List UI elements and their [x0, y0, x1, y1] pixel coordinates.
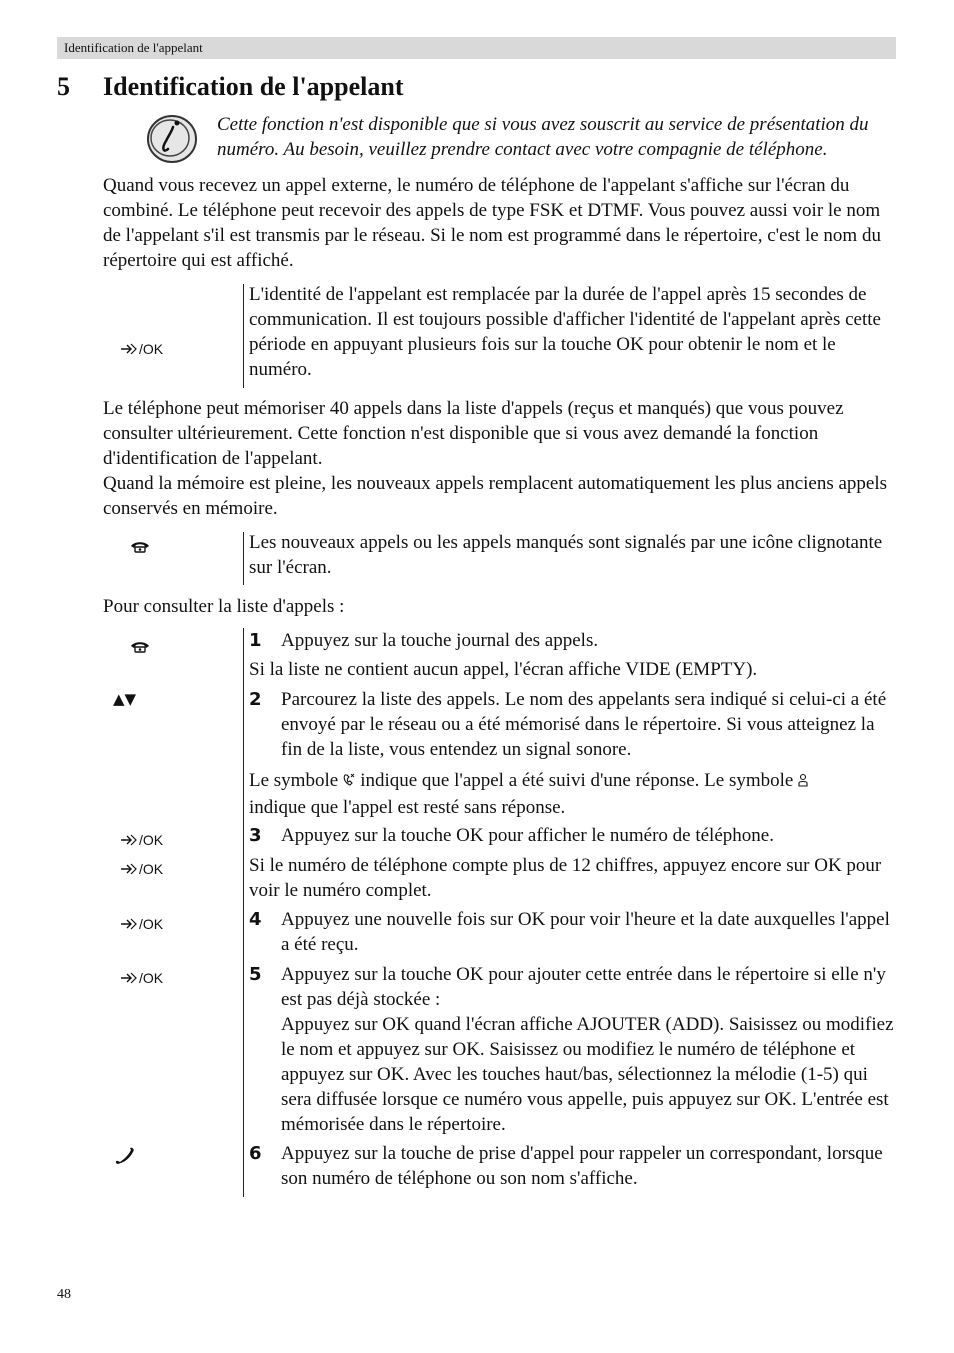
ok-key-label: /OK [139, 970, 164, 986]
step-text: Appuyez sur la touche journal des appels. [281, 630, 599, 651]
running-header-title: Identification de l'appelant [64, 40, 203, 55]
ok-key [120, 860, 163, 878]
running-header [57, 37, 896, 59]
divider [243, 532, 244, 585]
page-number: 48 [57, 1287, 71, 1302]
symbol-note-part-b: indique que l'appel a été suivi d'une réponse. Le symbole [360, 770, 794, 791]
step-number: 2 [249, 689, 262, 710]
intro-paragraph: Quand vous recevez un appel externe, le numéro de téléphone de l'appelant s'affiche sur l'écran du combiné. Le téléphone peut recevoir des appels de type FSK et DTMF. Vous pouvez aussi voir le nom de l'appelant s'il est transmis par le réseau. Si le nom est programmé dans le répertoire, c'est le nom du répertoire qui est affiché. [103, 175, 881, 271]
call-log-icon [130, 540, 150, 558]
step-text: Appuyez sur la touche OK pour ajouter cette entrée dans le répertoire si elle n'y est pas déjà stockée : [281, 964, 886, 1010]
menu-arrow-icon [120, 971, 138, 985]
step-number: 4 [249, 909, 262, 930]
step-note-symbols [249, 768, 897, 820]
ok-key [120, 831, 163, 849]
ok-key-label: /OK [139, 832, 164, 848]
ok-key-label: /OK [139, 916, 164, 932]
menu-arrow-icon [120, 862, 138, 876]
caller-id-duration-text: L'identité de l'appelant est remplacée par la durée de l'appel après 15 secondes de communication. Il est toujours possible d'afficher l'identité de l'appelant après cette période en appuyant plusieurs fois sur la touche OK pour obtenir le nom et le numéro. [249, 284, 881, 380]
menu-arrow-icon [120, 917, 138, 931]
step-number: 3 [249, 825, 262, 846]
symbol-note-part-c: indique que l'appel est resté sans réponse. [249, 797, 566, 818]
new-calls-text: Les nouveaux appels ou les appels manqués sont signalés par une icône clignotante sur l'écran. [249, 532, 883, 578]
symbol-note-part-a: Le symbole [249, 770, 339, 791]
ok-key-label: /OK [139, 861, 164, 877]
divider [243, 284, 244, 388]
memory-paragraph: Le téléphone peut mémoriser 40 appels dans la liste d'appels (reçus et manqués) que vous pouvez consulter ultérieurement. Cette fonction n'est disponible que si vous avez demandé la fonction d'identification de l'appelant. [103, 398, 844, 469]
menu-arrow-icon [120, 833, 138, 847]
up-down-arrows-icon: ▲▼ [113, 690, 137, 708]
missed-call-icon [797, 770, 809, 795]
ok-key [120, 969, 163, 987]
ok-key-label: /OK [139, 341, 164, 357]
step-text: Parcourez la liste des appels. Le nom des appelants sera indiqué si celui-ci a été envoyé par le réseau ou a été mémorisé dans le répertoire. Si vous atteignez la fin de la liste, vous entendez un signal sonore. [281, 689, 887, 760]
ok-key [120, 340, 163, 358]
call-log-icon [130, 640, 150, 658]
step-text: Appuyez une nouvelle fois sur OK pour voir l'heure et la date auxquelles l'appel a été reçu. [281, 909, 890, 955]
memory-full-paragraph: Quand la mémoire est pleine, les nouveaux appels remplacent automatiquement les plus anciens appels conservés en mémoire. [103, 473, 888, 519]
step-text: Appuyez sur la touche de prise d'appel pour rappeler un correspondant, lorsque son numéro de téléphone ou son nom s'affiche. [281, 1143, 883, 1189]
step-number: 5 [249, 964, 262, 985]
step-text: Appuyez sur la touche OK pour afficher le numéro de téléphone. [281, 825, 774, 846]
answered-call-icon [342, 770, 356, 795]
step-text-detail: Appuyez sur OK quand l'écran affiche AJOUTER (ADD). Saisissez ou modifiez le nom et appuyez sur OK. Saisissez ou modifiez le numéro de téléphone et appuyez sur OK. Avec les touches haut/bas, sélectionnez la mélodie (1-5) qui sera diffusée lorsque ce numéro vous appelle, puis appuyez sur OK. L'entrée est mémorisée dans le répertoire. [281, 1014, 894, 1135]
chapter-number: 5 [57, 72, 70, 101]
menu-arrow-icon [120, 342, 138, 356]
steps-divider [243, 628, 244, 1197]
phone-handset-icon [114, 1147, 136, 1172]
info-i-icon [146, 113, 198, 165]
chapter-title: Identification de l'appelant [103, 72, 404, 101]
ok-key [120, 915, 163, 933]
step-number: 6 [249, 1143, 262, 1164]
step-number: 1 [249, 630, 262, 651]
step-note: Si le numéro de téléphone compte plus de 12 chiffres, appuyez encore sur OK pour voir le numéro complet. [249, 855, 882, 901]
consult-intro: Pour consulter la liste d'appels : [103, 596, 345, 617]
note-text: Cette fonction n'est disponible que si vous avez souscrit au service de présentation du numéro. Au besoin, veuillez prendre contact avec votre compagnie de téléphone. [217, 114, 869, 160]
step-note: Si la liste ne contient aucun appel, l'écran affiche VIDE (EMPTY). [249, 659, 758, 680]
